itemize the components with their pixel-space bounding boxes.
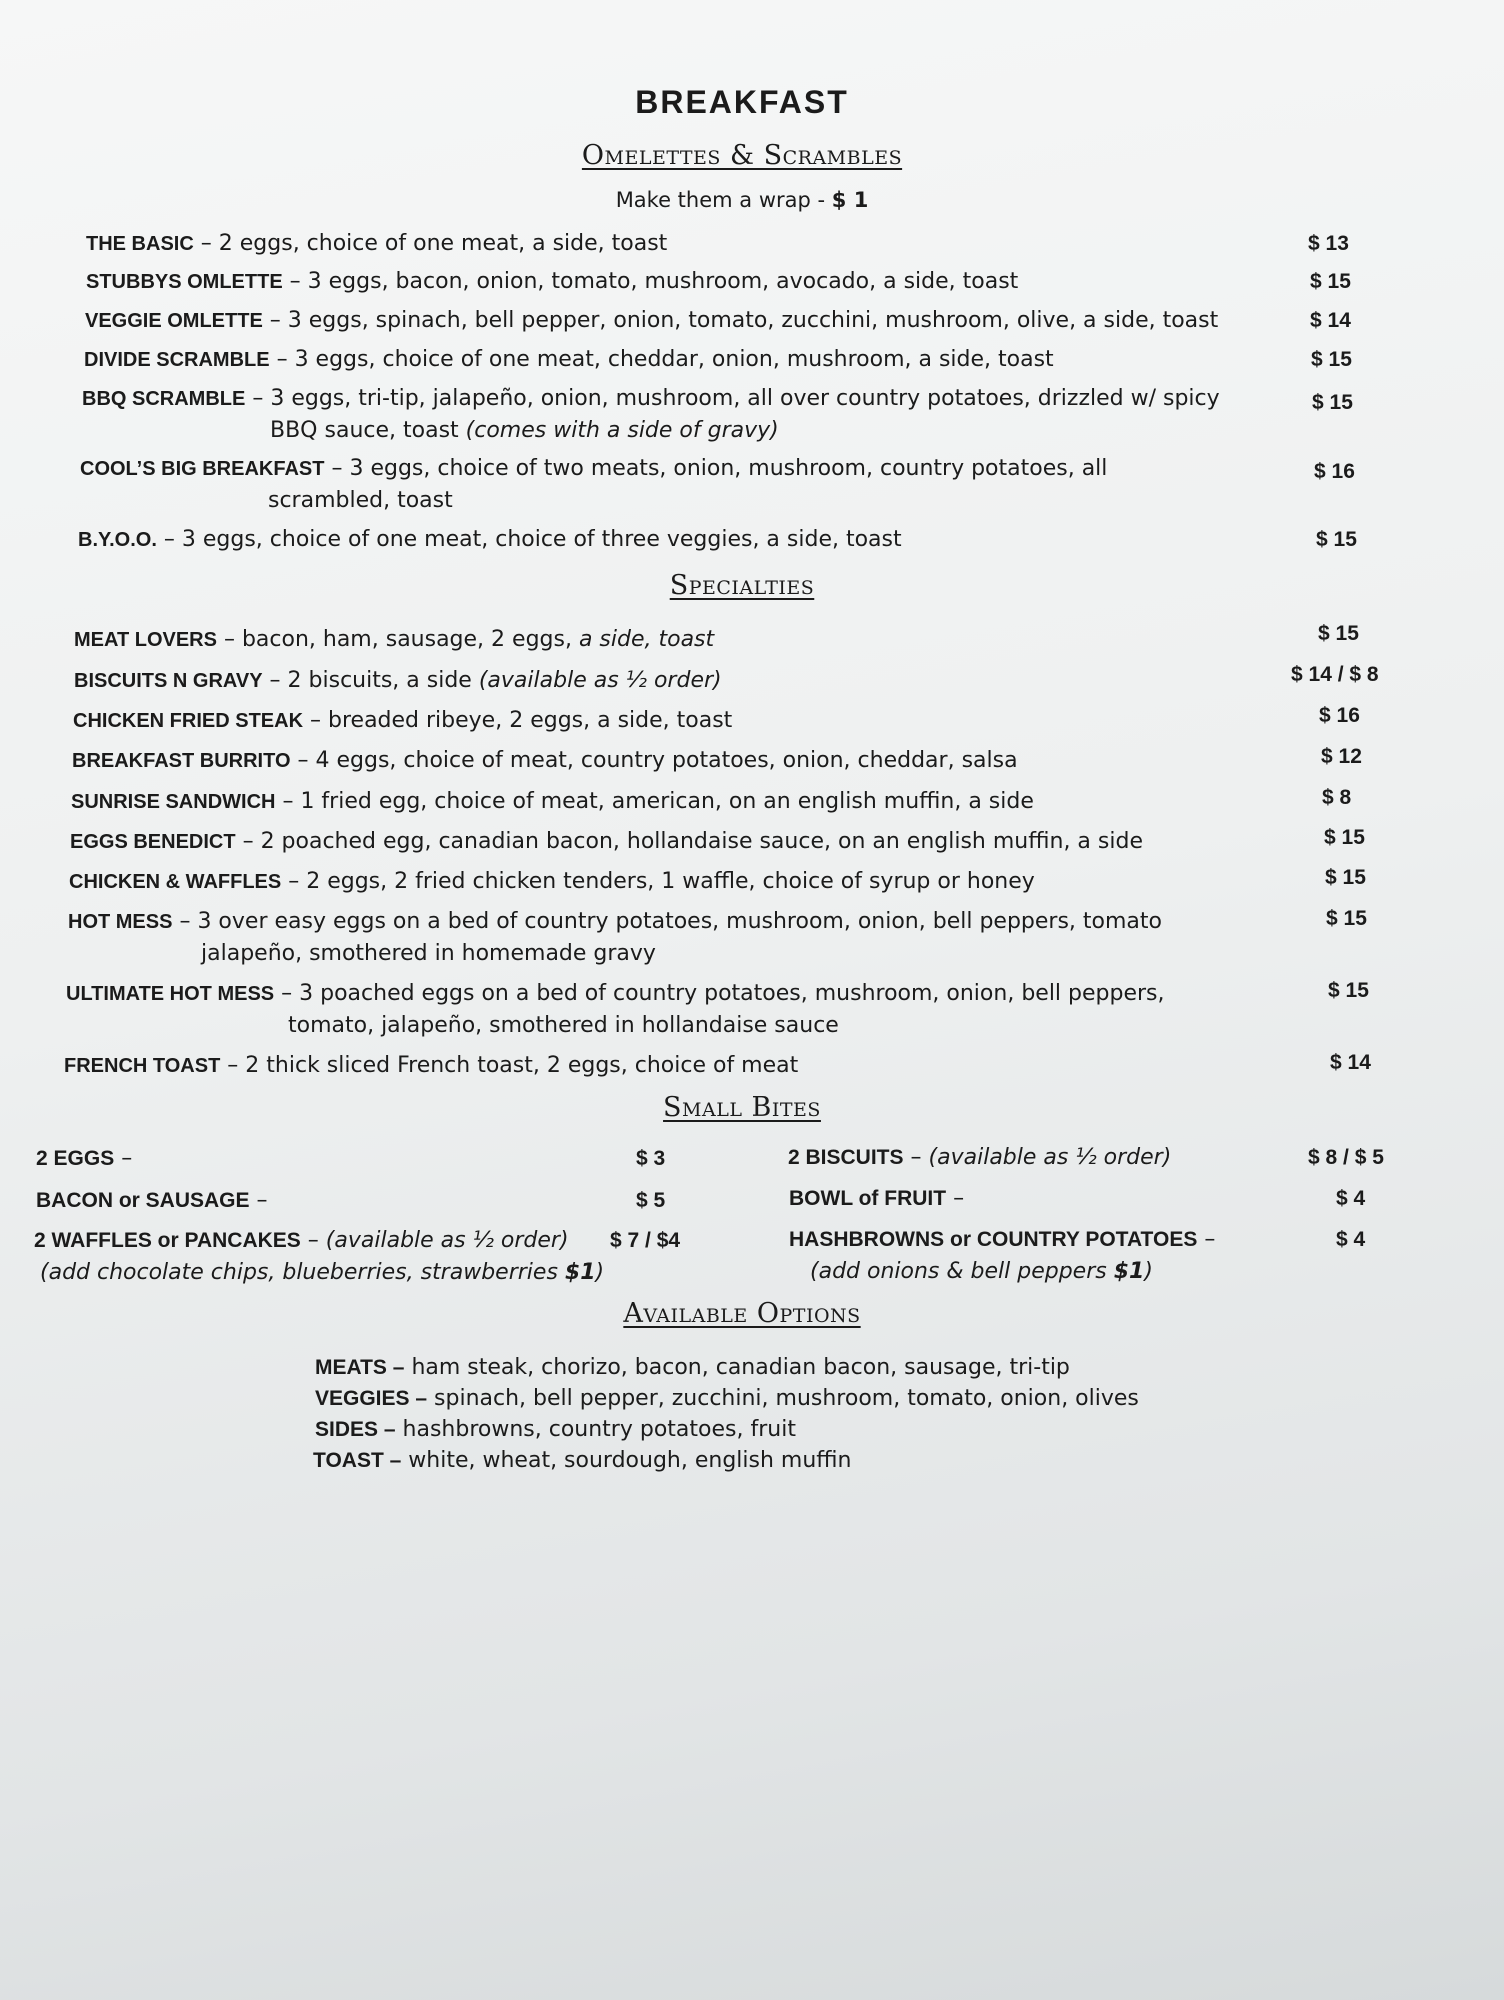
option-desc: white, wheat, sourdough, english muffin: [401, 1448, 852, 1473]
item-desc-continued: [82, 415, 1220, 446]
small-bite-item: [788, 1142, 1171, 1173]
menu-item: [78, 524, 902, 556]
item-name: BREAKFAST BURRITO: [72, 750, 291, 772]
item-name: COOL’S BIG BREAKFAST: [80, 458, 325, 480]
item-desc: – 3 eggs, tri-tip, jalapeño, onion, mushroom, all over country potatoes, drizzled w/ spicy: [245, 386, 1220, 411]
item-price: $ 15: [1310, 270, 1351, 293]
options-heading: Available Options: [623, 1298, 861, 1329]
item-desc: – 4 eggs, choice of meat, country potatoes, onion, cheddar, salsa: [290, 748, 1018, 773]
item-note: [40, 1257, 604, 1288]
item-desc-italic: (comes with a side of gravy): [465, 418, 779, 443]
item-name: BACON or SAUSAGE: [36, 1189, 250, 1212]
menu-item: [74, 665, 722, 697]
menu-item: [71, 786, 1034, 818]
item-desc: – 2 thick sliced French toast, 2 eggs, choice of meat: [220, 1053, 799, 1078]
item-note-price: $1: [1113, 1259, 1145, 1284]
item-desc: – 3 poached eggs on a bed of country potatoes, mushroom, onion, bell peppers,: [274, 981, 1165, 1006]
item-price: $ 15: [1328, 979, 1369, 1002]
item-name: SUNRISE SANDWICH: [71, 791, 276, 813]
item-note-text: (add onions & bell peppers: [810, 1259, 1114, 1284]
item-note-end: ): [1144, 1259, 1153, 1284]
item-price: $ 15: [1312, 391, 1353, 414]
item-desc: – 2 poached egg, canadian bacon, hollandaise sauce, on an english muffin, a side: [235, 829, 1143, 854]
item-name: EGGS BENEDICT: [70, 831, 236, 853]
item-price: $ 7 / $4: [610, 1229, 681, 1252]
menu-item: [86, 228, 667, 260]
item-desc: –: [249, 1188, 268, 1213]
option-line: [315, 1414, 796, 1445]
menu-item: [85, 305, 1218, 337]
item-desc: – 3 over easy eggs on a bed of country potatoes, mushroom, onion, bell peppers, tomato: [172, 909, 1162, 934]
menu-item: [64, 1050, 798, 1082]
small-bite-item: [36, 1143, 132, 1174]
item-desc-italic: (available as ½ order): [325, 1228, 569, 1253]
specialties-heading: Specialties: [669, 570, 815, 601]
item-price: $ 16: [1314, 460, 1355, 483]
small-bites-heading: Small Bites: [663, 1092, 821, 1123]
item-name: B.Y.O.O.: [78, 529, 157, 551]
small-bite-item: [789, 1224, 1215, 1255]
item-price: $ 5: [636, 1189, 666, 1212]
wrap-note-price: $ 1: [831, 188, 869, 212]
option-name: SIDES –: [315, 1418, 396, 1441]
item-desc: – 2 eggs, choice of one meat, a side, toast: [193, 231, 668, 256]
option-name: VEGGIES –: [315, 1387, 428, 1410]
item-name: CHICKEN & WAFFLES: [69, 871, 282, 893]
item-desc-line2: tomato, jalapeño, smothered in hollandaise sauce: [288, 1013, 839, 1038]
small-bite-item: [34, 1225, 569, 1256]
item-name: BISCUITS N GRAVY: [74, 670, 263, 692]
item-desc: – 3 eggs, choice of two meats, onion, mushroom, country potatoes, all: [324, 456, 1108, 481]
item-desc-line2: BBQ sauce, toast: [270, 418, 466, 443]
option-desc: ham steak, chorizo, bacon, canadian bacon, sausage, tri-tip: [404, 1355, 1070, 1380]
item-desc: –: [300, 1228, 326, 1253]
menu-item: [84, 344, 1054, 376]
item-price: $ 14: [1330, 1051, 1371, 1074]
item-price: $ 15: [1325, 866, 1366, 889]
item-price: $ 4: [1336, 1228, 1366, 1251]
item-name: BBQ SCRAMBLE: [82, 388, 246, 410]
menu-item: [72, 745, 1018, 777]
item-name: THE BASIC: [86, 233, 194, 255]
option-name: TOAST –: [313, 1449, 402, 1472]
menu-title: BREAKFAST: [635, 84, 849, 120]
option-desc: hashbrowns, country potatoes, fruit: [395, 1417, 796, 1442]
menu-item: [73, 705, 732, 737]
wrap-note: [0, 188, 1484, 212]
option-line: [315, 1352, 1070, 1383]
item-price: $ 15: [1311, 348, 1352, 371]
menu-item: [80, 453, 1107, 516]
item-name: STUBBYS OMLETTE: [86, 271, 283, 293]
item-desc-italic: (available as ½ order): [478, 668, 722, 693]
item-note-price: $1: [564, 1260, 596, 1285]
menu-item: [69, 866, 1035, 898]
item-desc: – 1 fried egg, choice of meat, american, on an english muffin, a side: [275, 789, 1034, 814]
item-desc: –: [1197, 1227, 1216, 1252]
menu-item: [86, 266, 1018, 298]
item-price: $ 8 / $ 5: [1308, 1146, 1384, 1169]
item-name: BOWL of FRUIT: [789, 1187, 947, 1210]
item-name: CHICKEN FRIED STEAK: [73, 710, 304, 732]
item-desc: – bacon, ham, sausage, 2 eggs,: [216, 627, 579, 652]
menu-item: [70, 826, 1143, 858]
item-note: [810, 1256, 1153, 1287]
item-desc-line2: scrambled, toast: [268, 488, 453, 513]
menu-item: [68, 906, 1162, 969]
item-desc: –: [114, 1146, 133, 1171]
option-line: [315, 1383, 1139, 1414]
item-name: HASHBROWNS or COUNTRY POTATOES: [789, 1228, 1198, 1251]
item-price: $ 8: [1322, 786, 1352, 809]
item-desc: – breaded ribeye, 2 eggs, a side, toast: [303, 708, 733, 733]
item-price: $ 3: [636, 1147, 666, 1170]
item-desc: – 3 eggs, bacon, onion, tomato, mushroom, avocado, a side, toast: [282, 269, 1019, 294]
item-price: $ 15: [1316, 528, 1357, 551]
item-price: $ 13: [1308, 232, 1349, 255]
option-name: MEATS –: [315, 1356, 405, 1379]
option-desc: spinach, bell pepper, zucchini, mushroom, tomato, onion, olives: [427, 1386, 1139, 1411]
item-desc: – 2 eggs, 2 fried chicken tenders, 1 waffle, choice of syrup or honey: [281, 869, 1035, 894]
item-desc: –: [946, 1186, 965, 1211]
item-name: VEGGIE OMLETTE: [85, 310, 263, 332]
item-price: $ 4: [1336, 1187, 1366, 1210]
small-bite-item: [789, 1183, 964, 1214]
item-name: FRENCH TOAST: [64, 1055, 221, 1077]
item-name: HOT MESS: [68, 911, 173, 933]
item-note-end: ): [595, 1260, 605, 1285]
item-price: $ 15: [1326, 907, 1367, 930]
item-desc-italic: (available as ½ order): [928, 1145, 1172, 1170]
item-price: $ 14: [1310, 309, 1351, 332]
item-name: 2 WAFFLES or PANCAKES: [34, 1229, 301, 1252]
item-desc-italic: a side, toast: [578, 627, 715, 652]
item-desc: – 3 eggs, choice of one meat, cheddar, onion, mushroom, a side, toast: [269, 347, 1054, 372]
item-name: DIVIDE SCRAMBLE: [84, 349, 270, 371]
item-note-text: (add chocolate chips, blueberries, strawberries: [40, 1260, 565, 1285]
item-name: MEAT LOVERS: [74, 629, 217, 651]
item-price: $ 15: [1318, 622, 1359, 645]
item-name: 2 EGGS: [36, 1147, 115, 1170]
menu-item: [82, 383, 1220, 446]
item-price: $ 12: [1321, 745, 1362, 768]
menu-item: [66, 978, 1165, 1041]
small-bite-item: [36, 1185, 268, 1216]
item-name: 2 BISCUITS: [788, 1146, 904, 1169]
option-line: [313, 1445, 852, 1476]
item-desc: – 3 eggs, choice of one meat, choice of three veggies, a side, toast: [156, 527, 902, 552]
omelettes-heading: Omelettes & Scrambles: [581, 140, 903, 171]
item-desc-line2: jalapeño, smothered in homemade gravy: [201, 941, 656, 966]
item-price: $ 16: [1319, 704, 1360, 727]
wrap-note-text: Make them a wrap -: [615, 188, 832, 212]
item-desc: – 3 eggs, spinach, bell pepper, onion, tomato, zucchini, mushroom, olive, a side, toast: [262, 308, 1219, 333]
item-name: ULTIMATE HOT MESS: [66, 983, 275, 1005]
item-desc: – 2 biscuits, a side: [262, 668, 479, 693]
item-desc: –: [903, 1145, 929, 1170]
item-price: $ 14 / $ 8: [1291, 663, 1379, 686]
menu-item: [74, 624, 714, 656]
item-price: $ 15: [1324, 826, 1365, 849]
